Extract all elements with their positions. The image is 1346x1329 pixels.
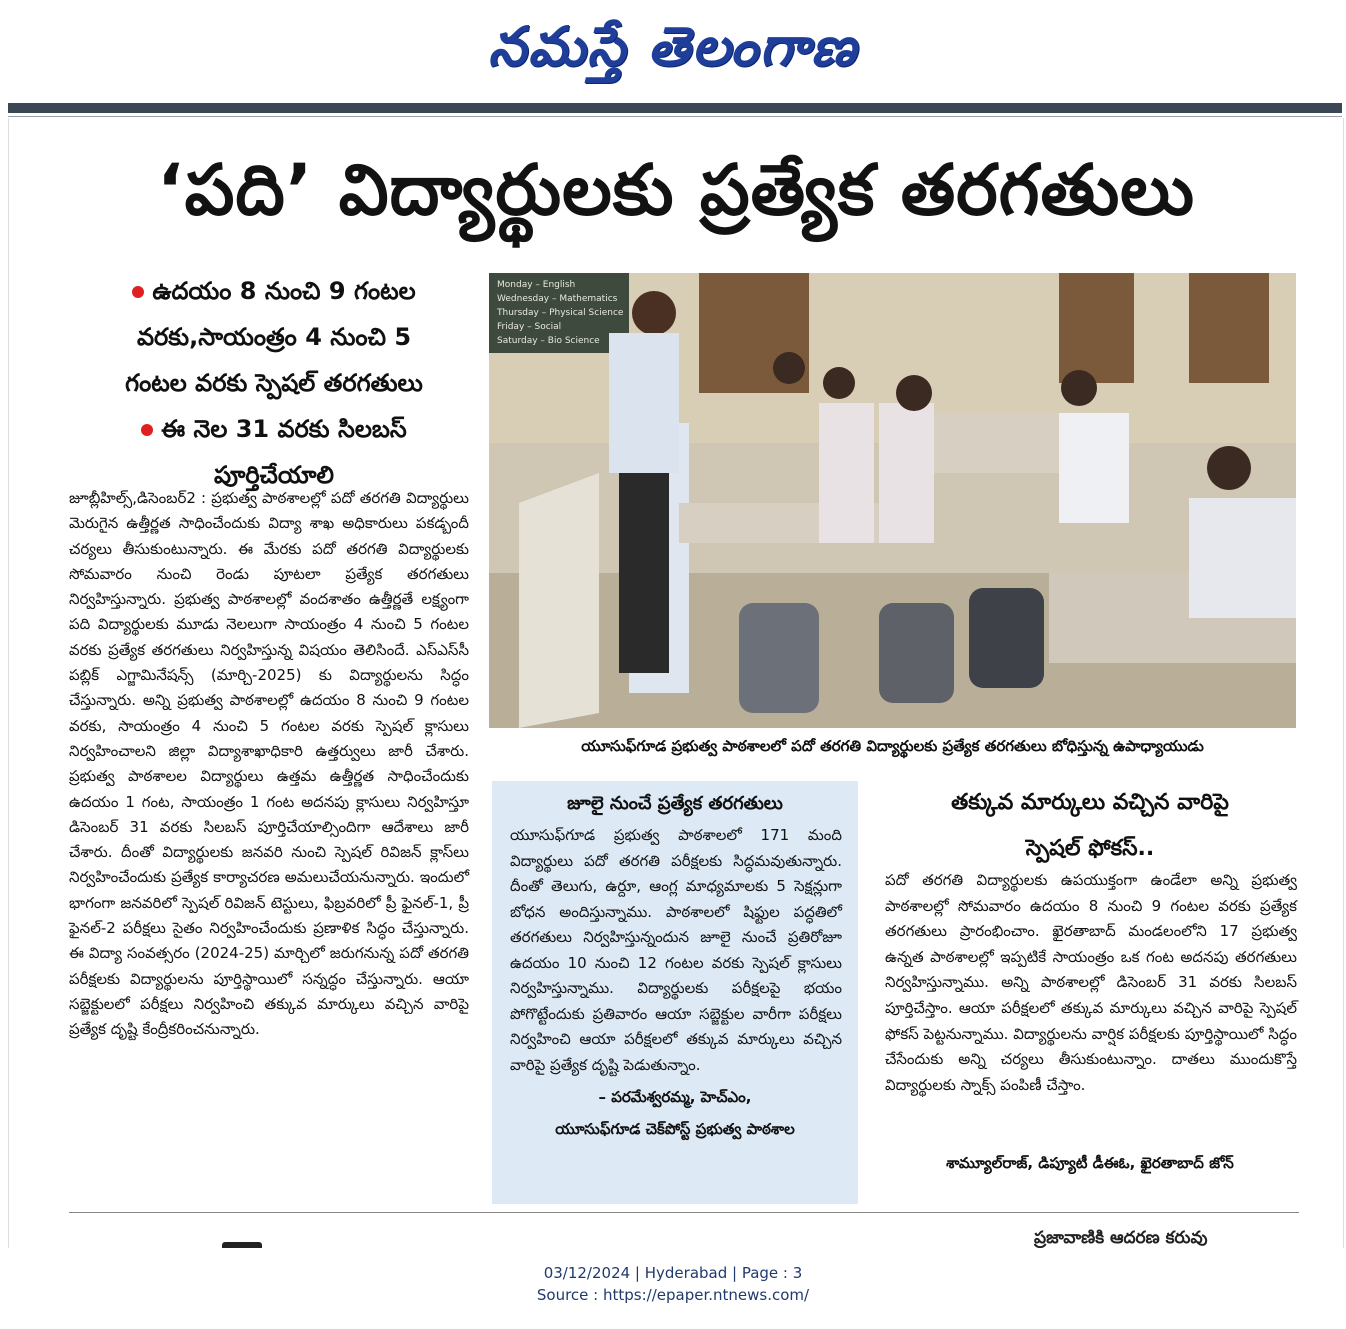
next-article-fragment (222, 1242, 262, 1248)
classroom-photo (489, 273, 1296, 728)
newspaper-logo: నమస్తే తెలంగాణ (488, 15, 858, 78)
article-body: జూబ్లీహిల్స్,డిసెంబర్2 : ప్రభుత్వ పాఠశాలల్లో పదో తరగతి విద్యార్థులు మెరుగైన ఉత్తీర్ణత సాధించేందుకు విద్యా శాఖ అధికారులు పకడ్బందీ చర్యలు తీసుకుంటున్నారు. ఈ మేరకు పదో తరగతి విద్యార్థులకు సోమవారం నుంచి రెండు పూటలా ప్రత్యేక తరగతులు నిర్వహిస్తున్నారు. ప్రభుత్వ పాఠశాలల్లో వందశాతం ఉత్తీర్ణతే లక్ష్యంగా పది విద్యార్థులకు మూడు నెలలుగా సాయంత్రం 4 నుంచి 5 గంటల వరకు ప్రత్యేక తరగతులు నిర్వహిస్తున్న విషయం తెలిసిందే. ఎస్‌ఎస్‌సీ పబ్లిక్ ఎగ్జామినేషన్స్ (మార్చి-2025) కు విద్యార్థులను సిద్ధం చేస్తున్నారు. అన్ని ప్రభుత్వ పాఠశాలల్లో ఉదయం 8 నుంచి 9 గంటల వరకు, సాయంత్రం 4 నుంచి 5 గంటల వరకు స్పెషల్ క్లాసులు నిర్వహించాలని జిల్లా విద్యాశాఖాధికారి ఉత్తర్వులు జారీ చేశారు. ప్రభుత్వ పాఠశాలల విద్యార్థులు ఉత్తమ ఉత్తీర్ణత సాధించేందుకు ఉదయం 1 గంట, సాయంత్రం 1 గంట అదనపు క్లాసులు నిర్వహిస్తూ డిసెంబర్ 31 వరకు సిలబస్ పూర్తిచేయాల్సిందిగా ఆదేశాలు జారీ చేశారు. దీంతో విద్యార్థులకు జనవరి నుంచి స్పెషల్ రివిజన్ క్లాస్‌లు నిర్వహించేందుకు ప్రత్యేక కార్యాచరణ అమలుచేయనున్నారు. ఇందులో భాగంగా జనవరిలో స్పెషల్ రివిజన్ టెస్టులు, ఫిబ్రవరిలో ప్రీ ఫైనల్-1, ప్రీ ఫైనల్-2 పరీక్షలు సైతం నిర్వహించేందుకు ప్రణాళిక సిద్ధం చేస్తున్నారు. ఈ విద్యా సంవత్సరం (2024-25) మార్చిలో జరుగనున్న పదో తరగతి పరీక్షలకు విద్యార్థులను పూర్తిస్థాయిలో సన్నద్ధం చేస్తున్నారు. ఆయా సబ్జెక్టులలో పరీక్షలు నిర్వహించి తక్కువ మార్కులు వచ్చిన వారిపై ప్రత్యేక దృష్టి కేంద్రీకరించనున్నారు. (69, 489, 469, 1039)
right-column-text: పదో తరగతి విద్యార్థులకు ఉపయుక్తంగా ఉండేలా అన్ని ప్రభుత్వ పాఠశాలల్లో సోమవారం ఉదయం 8 నుంచి 9 గంటల వరకు ప్రత్యేక తరగతులు ప్రారంభించాం. ఖైరతాబాద్ మండలంలోని 17 ప్రభుత్వ ఉన్నత పాఠశాలల్లో ఇప్పటికే సాయంత్రం ఒక గంట అదనపు తరగతులు నిర్వహిస్తున్నాము. అన్ని పాఠశాలల్లో డిసెంబర్ 31 వరకు సిలబస్ పూర్తిచేస్తాం. ఆయా పరీక్షలలో తక్కువ మార్కులు వచ్చిన వారిపై స్పెషల్ ఫోకస్ పెట్టనున్నాము. విద్యార్థులను వార్షిక పరీక్షలకు పూర్తిస్థాయిలో సిద్ధం చేసేందుకు అన్ని చర్యలు తీసుకుంటున్నాం. దాతలు ముందుకొస్తే విద్యార్థులకు స్నాక్స్ పంపిణీ చేస్తాం. (885, 871, 1297, 1094)
headline: ‘పది’ విద్యార్థులకు ప్రత్యేక తరగతులు (156, 149, 1196, 231)
footer-source-line: Source : https://epaper.ntnews.com/ (536, 1286, 810, 1304)
board-line-4: Friday – Social (497, 322, 562, 332)
photo-caption: యూసుఫ్‌గూడ ప్రభుత్వ పాఠశాలలో పదో తరగతి విద్యార్థులకు ప్రత్యేక తరగతులు బోధిస్తున్న ఉపాధ్యాయుడు (581, 737, 1204, 755)
masthead-rule (8, 103, 1342, 113)
box-text: యూసుఫ్‌గూడ ప్రభుత్వ పాఠశాలలో 171 మంది విద్యార్థులు పదో తరగతి పరీక్షలకు సిద్ధమవుతున్నారు. దీంతో తెలుగు, ఉర్దూ, ఆంగ్ల మాధ్యమాలకు 5 సెక్షన్లుగా బోధన అందిస్తున్నాము. పాఠశాలలో షిఫ్టుల పద్ధతిలో తరగతులు నిర్వహిస్తున్నందున జూలై నుంచే ప్రతిరోజూ ఉదయం 10 నుంచి 12 గంటల వరకు స్పెషల్ క్లాసులు నిర్వహిస్తున్నాము. విద్యార్థులకు పరీక్షలపై భయం పోగొట్టేందుకు ప్రతివారం ఆయా సబ్జెక్టుల వారీగా పరీక్షలు నిర్వహించి ఆయా పరీక్షలలో తక్కువ మార్కులు వచ్చిన వారిపై ప్రత్యేక దృష్టి పెడుతున్నాం. (510, 826, 842, 1074)
board-line-2: Wednesday – Mathematics (497, 294, 618, 304)
highlight-1: ఉదయం 8 నుంచి 9 గంటల (69, 268, 479, 314)
box-signature (492, 1081, 858, 1145)
right-column-signature: శామ్యూల్‌రాజ్, డిప్యూటీ డీఈఓ, ఖైరతాబాద్ జోన్ (946, 1154, 1234, 1172)
right-title-line-2: స్పెషల్ ఫోకస్.. (1025, 836, 1155, 861)
box-signature-line-1: – పరమేశ్వరమ్మ, హెచ్‌ఎం, (598, 1088, 752, 1106)
board-line-1: Monday – English (497, 280, 576, 290)
board-line-5: Saturday – Bio Science (497, 336, 600, 346)
article-page (8, 118, 1344, 1248)
highlight-1-cont-b: గంటల వరకు స్పెషల్ తరగతులు (125, 369, 423, 397)
next-article-teaser: ప్రజావాణికి ఆదరణ కరువు (1034, 1228, 1208, 1248)
highlight-2: ఈ నెల 31 వరకు సిలబస్ (69, 406, 479, 452)
classroom-illustration (489, 273, 1296, 728)
highlight-1-cont-a: వరకు,సాయంత్రం 4 నుంచి 5 (136, 323, 412, 351)
masthead-thin-rule (8, 116, 1342, 117)
bullet-dot-icon (132, 286, 144, 298)
board-line-3: Thursday – Physical Science (497, 308, 624, 318)
box-title: జూలై నుంచే ప్రత్యేక తరగతులు (567, 793, 783, 814)
right-column-title (875, 780, 1305, 872)
masthead (0, 0, 1346, 100)
page-footer (0, 1262, 1346, 1306)
right-title-line-1: తక్కువ మార్కులు వచ్చిన వారిపై (951, 790, 1229, 815)
sidebar-box (492, 781, 858, 1204)
bullet-dot-icon (141, 424, 153, 436)
box-signature-line-2: యూసుఫ్‌గూడ చెక్‌పోస్ట్ ప్రభుత్వ పాఠశాల (555, 1120, 795, 1138)
highlight-2-cont: పూర్తిచేయాలి (213, 461, 335, 489)
highlights (69, 268, 479, 498)
footer-date-line: 03/12/2024 | Hyderabad | Page : 3 (543, 1264, 803, 1282)
bottom-rule (69, 1212, 1299, 1213)
